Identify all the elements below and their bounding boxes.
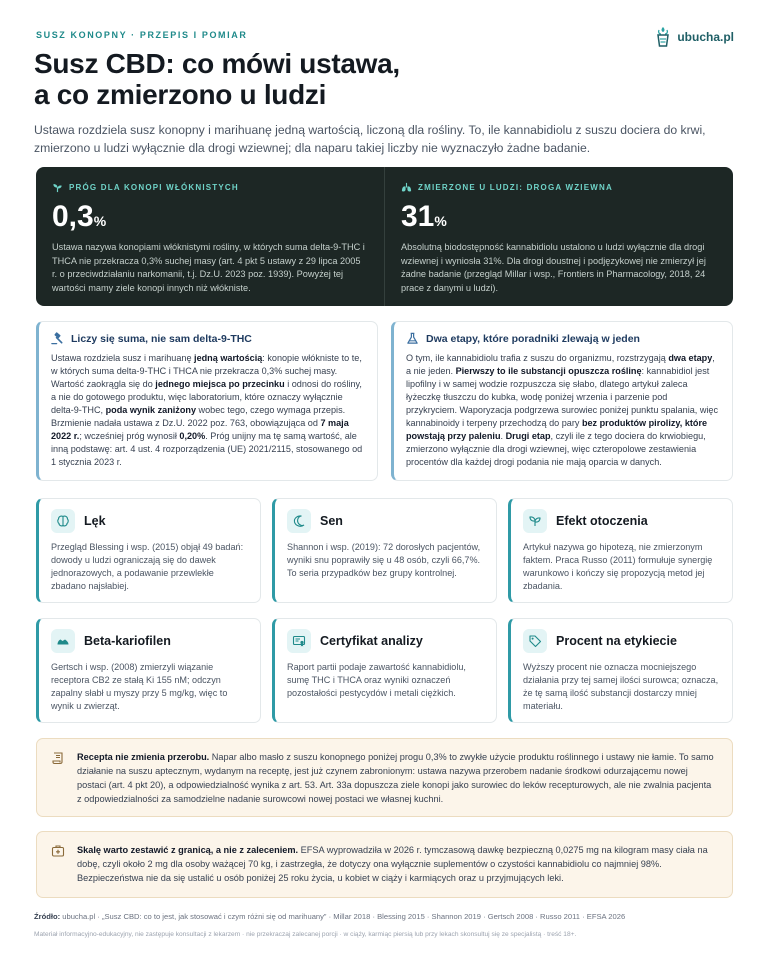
card-header: [287, 509, 484, 533]
emphasis-text: poda wynik zaniżony: [105, 405, 197, 415]
card-title: Procent na etykiecie: [556, 634, 677, 648]
note-text: [77, 750, 718, 806]
stats-panel: [36, 167, 733, 306]
gavel-icon: [51, 332, 64, 345]
body-text: .: [500, 431, 506, 441]
note-text: [77, 843, 718, 885]
panel-header: [406, 332, 720, 345]
stat-unit: %: [434, 213, 447, 229]
card-header: [287, 629, 484, 653]
emphasis-text: dwa etapy: [668, 353, 713, 363]
lead-paragraph: Ustawa rozdziela susz konopny i marihuanę jedną wartością, liczoną dla rośliny. To, ile kannabidiolu z suszu dociera do krwi, zmierzono u ludzi wyłącznie dla drogi wziewnej; dla naparu takiej liczby nie wyznaczyło żadne badanie.: [34, 123, 706, 155]
body-text: : konopie włókniste to te, w których suma delta-9-THC i THCA nie przekracza 0,3% suchej masy. Wartość zaokrągla się do: [51, 353, 362, 389]
panel-title: Dwa etapy, które poradniki zlewają w jeden: [426, 332, 640, 345]
kicker: SUSZ KONOPNY · PRZEPIS I POMIAR: [36, 30, 248, 40]
body-text: , a nie jeden.: [406, 353, 715, 376]
note-efsa: [36, 831, 733, 898]
emphasis-text: jednego miejsca po przecinku: [155, 379, 285, 389]
stat-value: [52, 201, 368, 237]
card-title: Certyfikat analizy: [320, 634, 423, 648]
body-text: Ustawa rozdziela susz i marihuanę: [51, 353, 195, 363]
note-body: Napar albo masło z suszu konopnego poniżej progu 0,3% to zwykłe użycie produktu roślinnego i ustawy nie łamie. To samo działanie na suszu aptecznym, wydanym na receptę, jest już czynem zabronionym: ustawa nazywa przerobem nadanie środkowi odurzającemu nowej postaci (art. 4 pkt 20), a odpowiedzialność wynika z art. 53. Art. 33a dopuszcza ziele konopi jako surowiec do leków recepturowych, ale nie zwalnia pacjenta z odpowiedzialności za samodzielne nadanie surowcowi nowej postaci we własnej kuchni.: [77, 752, 714, 804]
footer-source-text: ubucha.pl · „Susz CBD: co to jest, jak stosować i czym różni się od marihuany” · Millar 2018 · Blessing 2015 · Shannon 2019 · Gertsch 2008 · Russo 2011 · EFSA 2026: [60, 912, 626, 921]
stat-label: [52, 182, 368, 193]
card-text: Przegląd Blessing i wsp. (2015) objął 49 badań: dowody u ludzi ograniczają się do dawek jednorazowych, a podawanie przewlekłe zbadano najsłabiej.: [51, 542, 244, 591]
panel-title: Liczy się suma, nie sam delta-9-THC: [71, 332, 252, 345]
card-label-percent: [508, 618, 733, 723]
stat-value: [401, 201, 717, 237]
moon-icon: [287, 509, 311, 533]
stat-description: Absolutną biodostępność kannabidiolu ustalono u ludzi wyłącznie dla drogi wziewnej i wyniosła 31%. Dla drogi doustnej i podjęzykowej nie zmierzył jej żadne badanie (przegląd Millar i wsp., Frontiers in Pharmacology, 2018, 24 prace z danymi u ludzi).: [401, 242, 706, 293]
body-text: O tym, ile kannabidiolu trafia z suszu do organizmu, rozstrzygają: [406, 353, 669, 363]
sprout-icon: [52, 182, 63, 193]
card-header: [523, 509, 720, 533]
brain-icon: [51, 509, 75, 533]
emphasis-text: Drugi etap: [505, 431, 551, 441]
note-lead: Recepta nie zmienia przerobu.: [77, 752, 210, 762]
card-text: Raport partii podaje zawartość kannabidiolu, sumę THC i THCA oraz wyniki oznaczeń pozostałości pestycydów i metali ciężkich.: [287, 662, 466, 698]
footer-source: [34, 912, 734, 921]
stat-number: 0,3: [52, 200, 94, 233]
page-title: [34, 48, 594, 110]
stat-description: Ustawa nazywa konopiami włóknistymi rośliny, w których suma delta-9-THC i THCA nie przekracza 0,3% suchej masy (art. 4 pkt 5 ustawy z 29 lipca 2005 r. o przeciwdziałaniu narkomanii, t.j. Dz.U. 2023 poz. 1939). Powyżej tej wartości mamy ziele konopi innych niż włókniste.: [52, 242, 365, 293]
shoe-icon: [51, 629, 75, 653]
card-title: Lęk: [84, 514, 106, 528]
card-text: Wyższy procent nie oznacza mocniejszego działania przy tej samej ilości surowca; oznacza, że tę samą ilość substancji dostarczy mniej materiału.: [523, 662, 719, 711]
brand-logo[interactable]: [654, 26, 734, 48]
note-prescription: [36, 738, 733, 817]
stat-number: 31: [401, 200, 435, 233]
card-certificate: [272, 618, 497, 723]
stat-inhalation: [384, 167, 733, 306]
body-text: wobec tego, czego wymaga przepis. Brzmienie nadała ustawa z Dz.U. 2022 poz. 763, obowiązująca od: [51, 405, 346, 428]
lungs-icon: [401, 182, 412, 193]
note-body: EFSA wyprowadziła w 2026 r. tymczasową dawkę bezpieczną 0,0275 mg na kilogram masy ciała na dobę, czyli około 2 mg dla osoby ważącej 70 kg, i zastrzegła, że dotyczy ona wyłącznie suplementów o czystości kannabidiolu co najmniej 98%. Bezpieczeństwa nie da się ustalić u osób poniżej 25 roku życia, u kobiet w ciąży i karmiących oraz u przyjmujących leki.: [77, 845, 708, 883]
emphasis-text: jedną wartością: [194, 353, 263, 363]
card-header: [51, 629, 248, 653]
panel-header: [51, 332, 365, 345]
tag-icon: [523, 629, 547, 653]
card-text: Artykuł nazywa go hipotezą, nie zmierzonym faktem. Praca Russo (2011) formułuje synergię warunkowo i kończy się propozycją metod jej zbadania.: [523, 542, 713, 591]
card-beta-caryophyllene: [36, 618, 261, 723]
emphasis-text: 7 maja 2022 r.: [51, 418, 349, 441]
footer-disclaimer: Materiał informacyjno-edukacyjny, nie zastępuje konsultacji z lekarzem · nie przekraczaj zalecanej porcji · w ciąży, karmiąc piersią lub przy lekach skonsultuj się ze specjalistą · treść 18+.: [34, 931, 577, 938]
card-sleep: [272, 498, 497, 603]
stat-threshold: [36, 167, 384, 306]
flask-icon: [406, 332, 419, 345]
card-header: [51, 509, 248, 533]
body-text: ; wcześniej próg wynosił: [79, 431, 180, 441]
card-text: Shannon i wsp. (2019): 72 dorosłych pacjentów, wyniki snu poprawiły się u 48 osób, czyli 66,7%. To seria przypadków bez grupy kontrolnej.: [287, 542, 481, 578]
body-text: i odnosi do rośliny, a nie do gotowego produktu, więc laboratorium, które oznaczy wyłącznie delta-9-THC,: [51, 379, 362, 415]
card-title: Beta-kariofilen: [84, 634, 171, 648]
leaf-icon: [523, 509, 547, 533]
title-line-2: a co zmierzono u ludzi: [34, 79, 327, 110]
card-title: Efekt otoczenia: [556, 514, 648, 528]
brand-name: ubucha.pl: [677, 30, 734, 44]
card-header: [523, 629, 720, 653]
card-text: Gertsch i wsp. (2008) zmierzyli wiązanie receptora CB2 ze stałą Ki 155 nM; odczyn zapalny słabł u myszy przy 5 mg/kg, więc to wynik u zwierząt.: [51, 662, 228, 711]
stat-label-text: ZMIERZONE U LUDZI: DROGA WZIEWNA: [418, 183, 613, 192]
body-text: , czyli ile z tego dociera do krwiobiegu, zmierzono wyłącznie dla drogi wziewnej, więc czteropolowe zestawienia procentów dla każdej drogi podania nie mają oparcia w danych.: [406, 431, 706, 467]
stat-label: [401, 182, 717, 193]
card-title: Sen: [320, 514, 343, 528]
certificate-icon: [287, 629, 311, 653]
panel-two-stages: [391, 321, 733, 481]
kombucha-logo-icon: [654, 26, 672, 48]
footer-source-label: Źródło:: [34, 912, 61, 921]
card-anxiety: [36, 498, 261, 603]
emphasis-text: 0,20%: [179, 431, 206, 441]
emphasis-text: bez produktów pirolizy, które powstają przy paleniu: [406, 418, 708, 441]
body-text: . Próg unijny ma tę samą wartość, ale inną podstawę: art. 4 ust. 4 rozporządzenia (UE) 2021/2115, stosowanego od 1 stycznia 2023 r.: [51, 431, 363, 467]
panel-body: [51, 352, 365, 469]
title-line-1: Susz CBD: co mówi ustawa,: [34, 48, 400, 79]
scroll-icon: [51, 751, 65, 765]
note-lead: Skalę warto zestawić z granicą, a nie z zaleceniem.: [77, 845, 299, 855]
panel-sum-thc: [36, 321, 378, 481]
emphasis-text: Pierwszy to ile substancji opuszcza roślinę: [455, 366, 642, 376]
stat-unit: %: [93, 213, 107, 229]
panel-body: [406, 352, 720, 469]
card-entourage: [508, 498, 733, 603]
first-aid-icon: [51, 844, 65, 858]
stat-label-text: PRÓG DLA KONOPI WŁÓKNISTYCH: [69, 183, 239, 192]
body-text: : kannabidiol jest lipofilny i w samej wodzie rozpuszcza się słabo, dlatego artykuł zaleca łyżeczkę tłuszczu do kubka, wodę poniżej wrzenia i parzenie pod przykryciem. Waporyzacja podgrzewa surowiec poniżej punktu spalania, więc kannabinoidy i terpeny przechodzą do pary: [406, 366, 719, 428]
